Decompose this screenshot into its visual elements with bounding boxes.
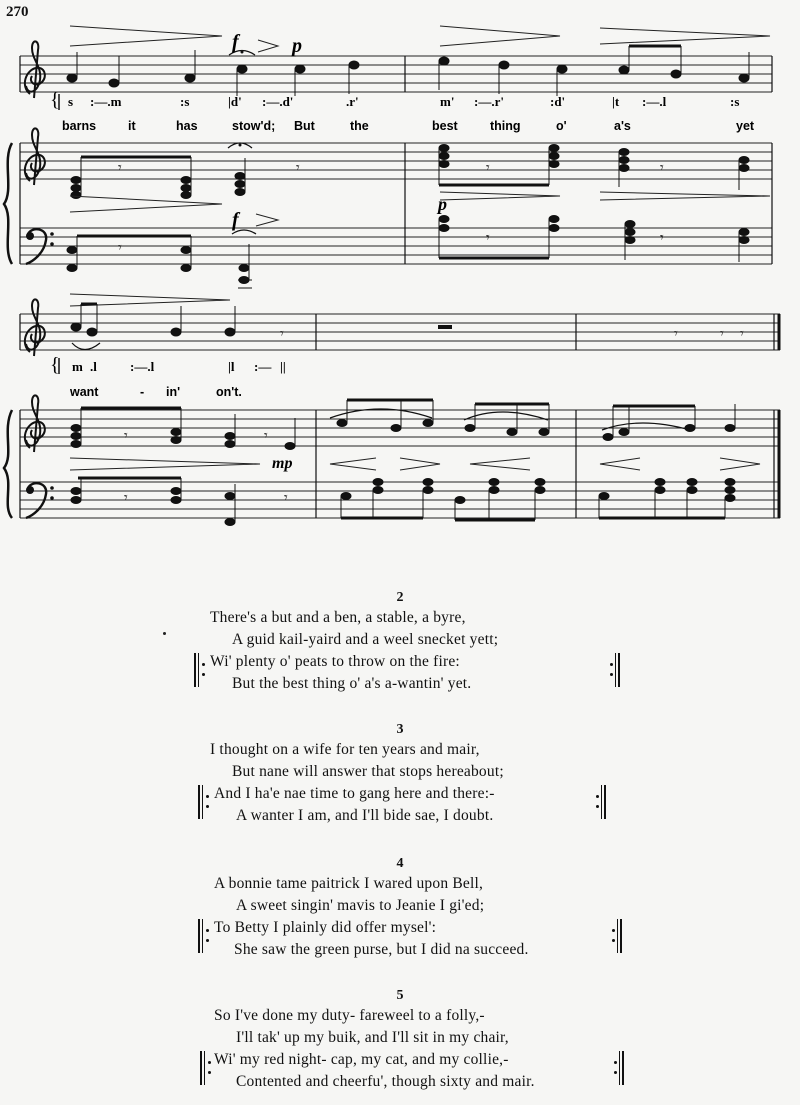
page-number: 270 [6,4,29,20]
dynamic-forte: f [232,31,239,53]
solfa-2-4: |l [228,359,235,374]
system-2 [4,294,780,526]
svg-text:𝄾: 𝄾 [486,231,490,246]
verse-line: And I ha'e nae time to gang here and there:- [214,785,495,802]
repeat-end-sign [596,785,606,819]
repeat-end-sign [614,1051,624,1085]
lyric-8: thing [490,119,521,133]
verse-number: 4 [396,856,404,871]
verse-number: 5 [396,988,404,1003]
print-speck [163,632,166,635]
verse-line: A wanter I am, and I'll bide sae, I doubt. [236,807,494,824]
vocal-staff-1 [20,56,772,92]
solfa-2: :—.m [90,94,122,109]
lyric-2-1: want [70,385,99,399]
svg-text:𝄾: 𝄾 [660,161,664,176]
system-1 [4,26,772,288]
solfa-7: m' [440,94,455,109]
solfa-10: |t [612,94,620,109]
repeat-start-sign [198,785,208,819]
svg-text:𝄾: 𝄾 [740,327,744,342]
piano-bass-staff-2 [20,482,780,518]
solfa-2-1: m [72,359,83,374]
verse-line: But the best thing o' a's a-wantin' yet. [232,675,472,692]
svg-text:f: f [232,209,239,231]
lyric-10: a's [614,119,631,133]
svg-text:𝄾: 𝄾 [720,327,724,342]
verse-line: A guid kail-yaird and a weel snecket yett; [232,631,499,648]
solfa-6: .r' [346,94,359,109]
lyric-7: best [432,119,458,133]
verse-line: To Betty I plainly did offer mysel': [214,919,437,936]
solfa-12: :s [730,94,740,109]
svg-text:p: p [438,194,447,214]
dynamic-mezzo-piano: mp [272,455,293,472]
svg-text:𝄾: 𝄾 [124,429,128,444]
svg-text:{: { [50,354,60,376]
repeat-start-sign [198,919,208,953]
svg-text:𝄾: 𝄾 [118,161,122,176]
solfa-11: :—.l [642,94,667,109]
verse-number: 2 [396,590,404,605]
verse-line: A sweet singin' mavis to Jeanie I gi'ed; [236,897,485,914]
solfa-9: :d' [550,94,566,109]
lyric-6: the [350,119,369,133]
svg-text:𝄾: 𝄾 [124,491,128,506]
verse-line: I'll tak' up my buik, and I'll sit in my chair, [236,1029,509,1046]
lyric-4: stow'd; [232,119,276,133]
repeat-end-sign [610,653,620,687]
solfa-2-2: .l [90,359,97,374]
solfa-8: :—.r' [474,94,504,109]
lyric-2-3: in' [166,385,181,399]
solfa-4: |d' [228,94,242,109]
solfa-5: :—.d' [262,94,294,109]
verse-line: Wi' my red night- cap, my cat, and my collie,- [214,1051,509,1068]
lyric-5: But [294,119,315,133]
svg-text:𝄾: 𝄾 [660,231,664,246]
dynamic-piano: p [292,35,302,57]
lyric-1: barns [62,119,97,133]
svg-text:𝄾: 𝄾 [674,327,678,342]
verse-line: So I've done my duty- fareweel to a folly,- [214,1007,485,1024]
solfa-2-5: :— [254,359,272,374]
lyric-3: has [176,119,198,133]
svg-text:𝄾: 𝄾 [486,161,490,176]
lyric-11: yet [736,119,755,133]
svg-text:{: { [50,89,60,111]
svg-text:𝄾: 𝄾 [118,241,122,256]
solfa-2-6: || [280,359,286,374]
lyric-2: it [128,119,136,133]
lyric-2-2: - [140,385,145,399]
verse-line: She saw the green purse, but I did na succeed. [234,941,529,958]
lyric-9: o' [556,119,567,133]
solfa-3: :s [180,94,190,109]
verse-number: 3 [396,722,404,737]
solfa-2-3: :—.l [130,359,155,374]
repeat-start-sign [200,1051,210,1085]
vocal-staff-2 [20,314,780,350]
verse-line: I thought on a wife for ten years and mair, [210,741,480,758]
svg-text:𝄾: 𝄾 [264,429,268,444]
repeat-start-sign [194,653,204,687]
solfa-1: s [68,94,74,109]
verse-line: A bonnie tame paitrick I wared upon Bell, [214,875,484,892]
repeat-end-sign [612,919,622,953]
verse-line: Wi' plenty o' peats to throw on the fire: [210,653,460,670]
lyric-2-4: on't. [216,385,242,399]
verse-line: Contented and cheerfu', though sixty and mair. [236,1073,535,1090]
svg-text:𝄾: 𝄾 [284,491,288,506]
svg-text:𝄾: 𝄾 [280,327,284,342]
svg-text:𝄾: 𝄾 [296,161,300,176]
verse-line: There's a but and a ben, a stable, a byre, [210,609,466,626]
verse-line: But nane will answer that stops hereabout; [232,763,504,780]
